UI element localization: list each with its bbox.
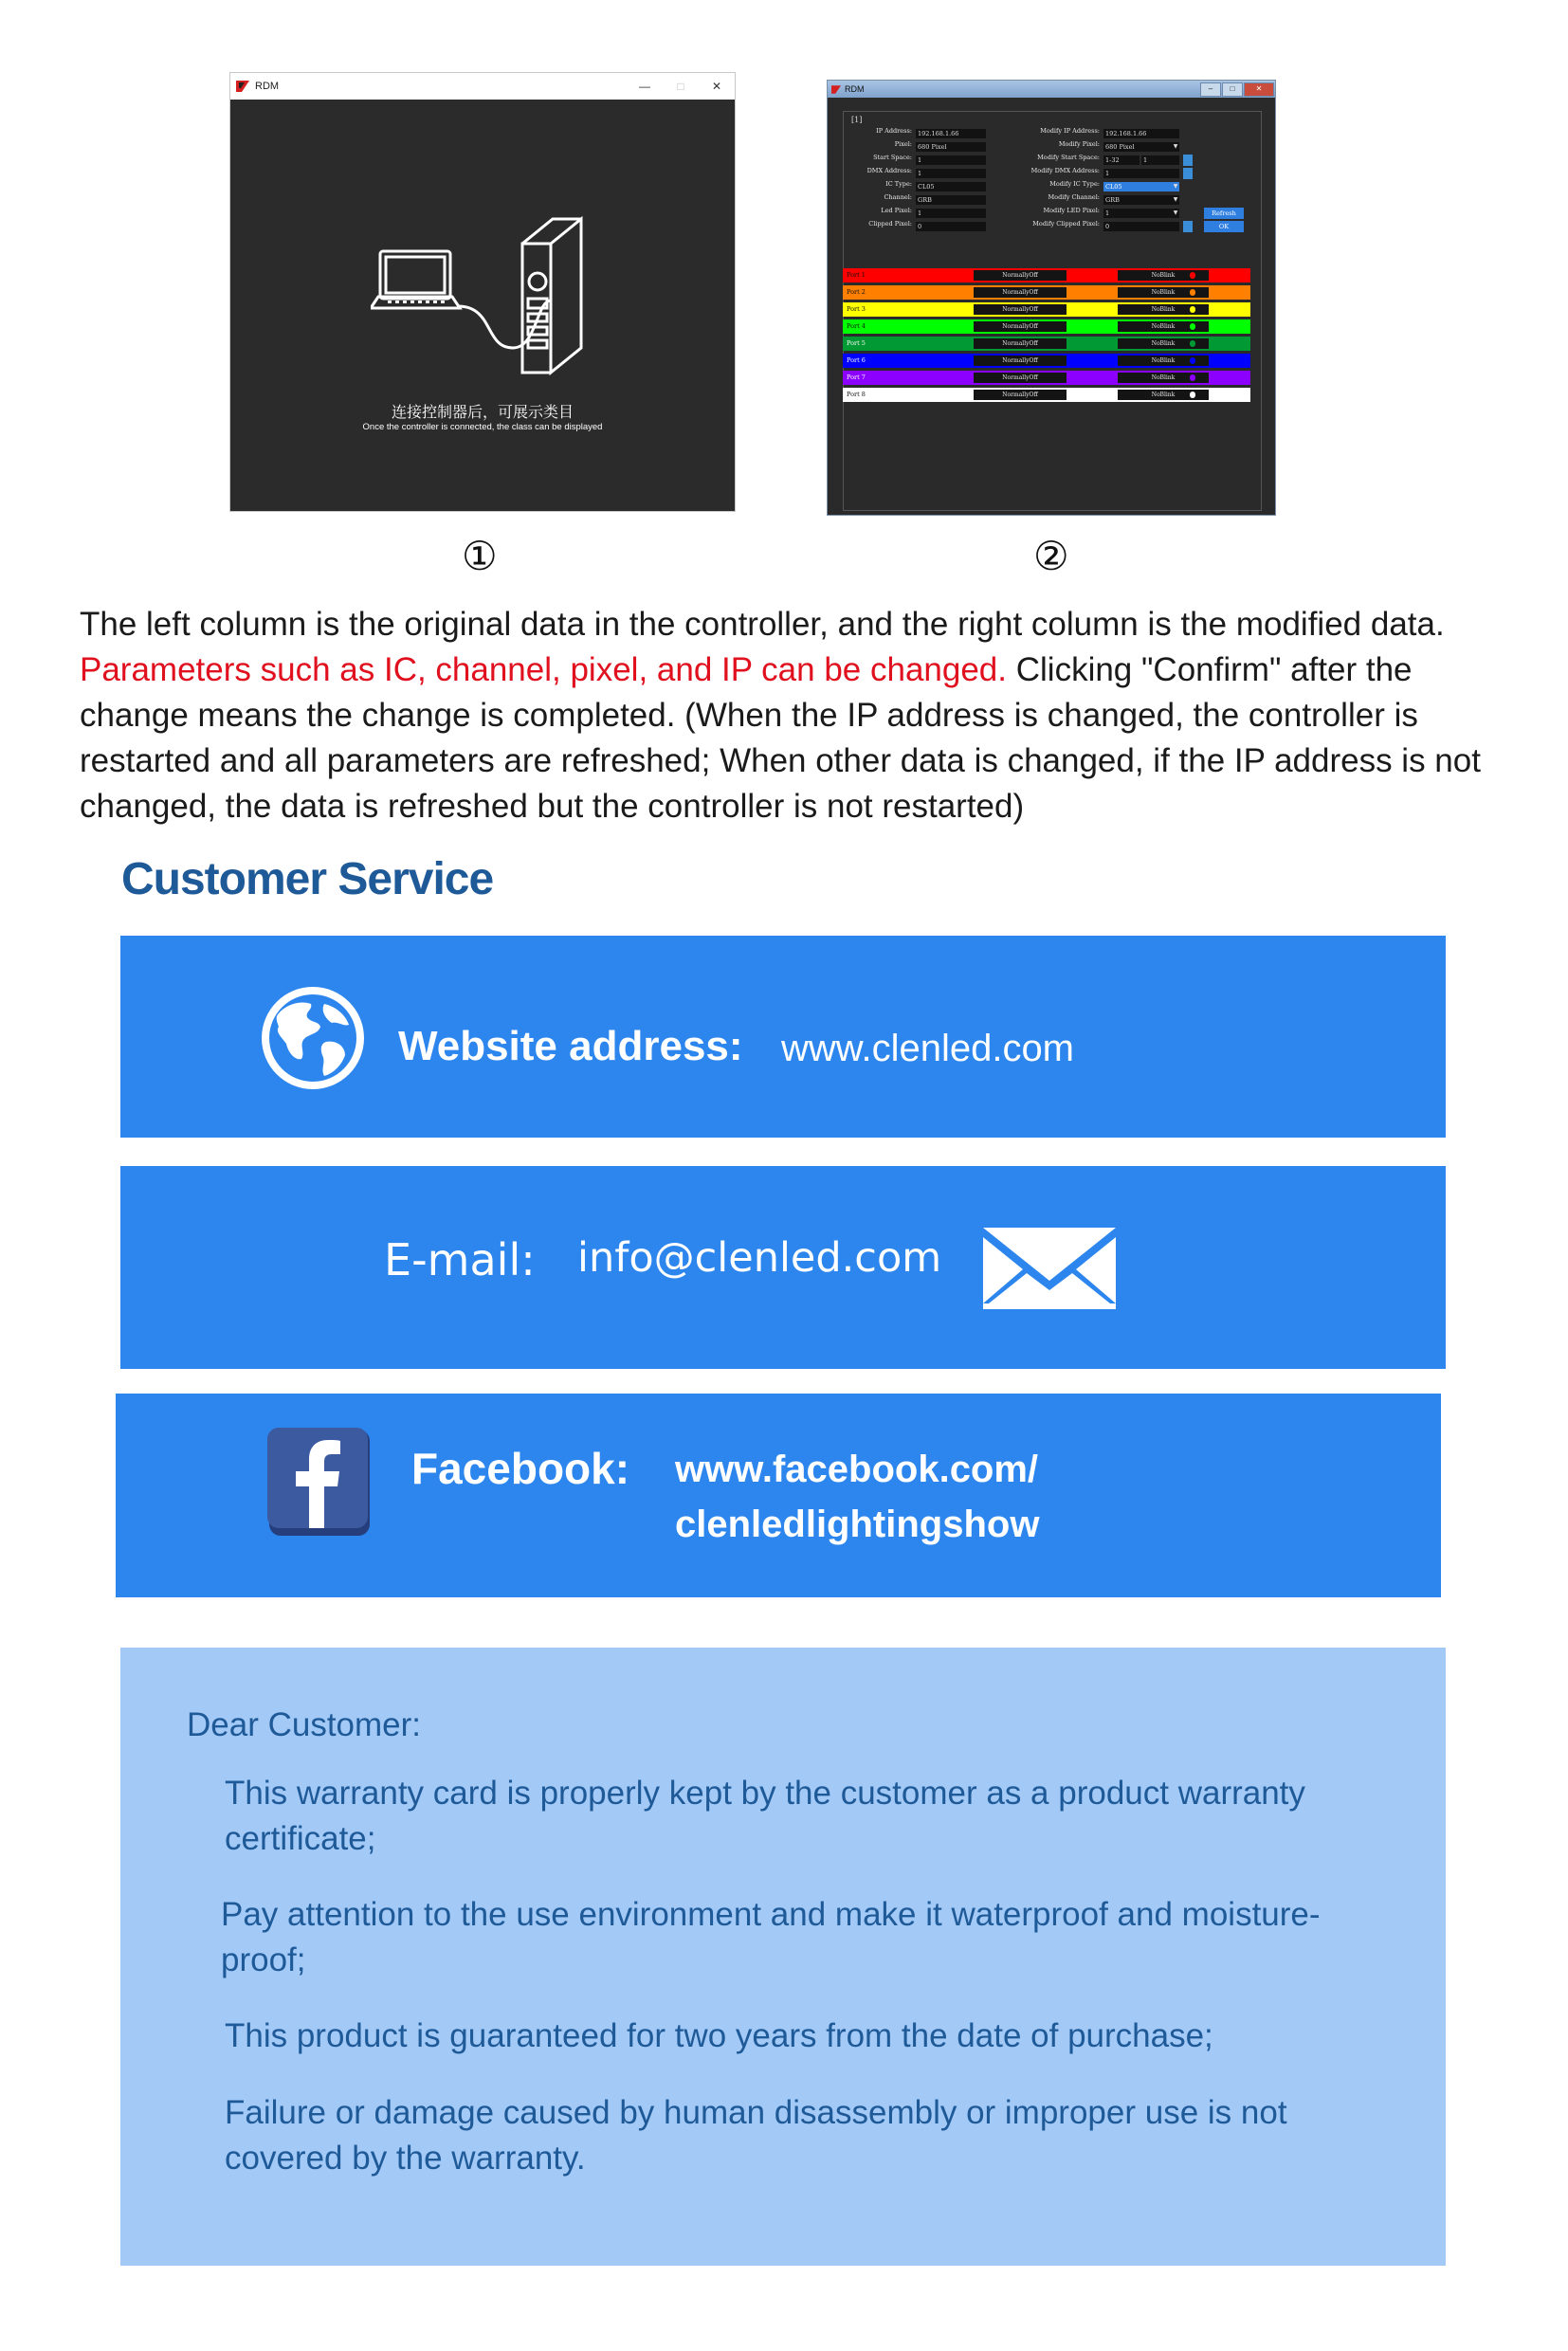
chevron-down-icon[interactable]: ▼ [1173,196,1178,203]
modify-dmx-label: Modify DMX Address: [1030,167,1100,174]
port-row [843,268,1250,282]
port-blink-select[interactable]: NoBlink [1118,338,1209,349]
modify-dmx-input[interactable]: 1 [1103,169,1179,178]
port-name: Port 5 [847,339,866,347]
facebook-band [116,1394,1441,1597]
maximize-button[interactable]: □ [1222,82,1243,97]
port-mode-select[interactable]: NormallyOff [974,287,1067,298]
field-row-dmx [844,167,1261,180]
field-row-clipped [844,220,1261,233]
maximize-button[interactable]: □ [677,80,684,93]
start-space-value: 1 [916,155,986,165]
email-link[interactable]: info@clenled.com [577,1234,942,1282]
field-row-ic [844,180,1261,193]
warranty-item: Failure or damage caused by human disassembly or improper use is not covered by the warranty. [225,2094,1287,2177]
led-indicator-icon [1190,340,1195,347]
port-row [843,371,1250,385]
warranty-box [120,1648,1446,2266]
modify-clipped-label: Modify Clipped Pixel: [1032,220,1100,228]
pixel-label: Pixel: [894,140,912,148]
envelope-icon [983,1228,1116,1309]
ic-label: IC Type: [885,180,912,188]
facebook-label: Facebook: [411,1444,630,1493]
dmx-value: 1 [916,169,986,178]
modify-pixel-select[interactable]: 680 Pixel [1103,142,1179,152]
clipped-label: Clipped Pixel: [868,220,912,228]
channel-label: Channel: [884,193,912,201]
port-mode-select[interactable]: NormallyOff [974,321,1067,332]
description-paragraph [80,602,1521,829]
device-index: [1] [851,116,863,124]
modify-ip-input[interactable]: 192.168.1.66 [1103,129,1179,138]
rdm-window-disconnected [229,72,736,512]
chevron-down-icon[interactable]: ▼ [1173,210,1178,216]
port-row [843,388,1250,402]
customer-service-title: Customer Service [121,854,494,904]
port-name: Port 3 [847,305,866,313]
led-indicator-icon [1190,374,1195,381]
port-mode-select[interactable]: NormallyOff [974,390,1067,400]
connect-hint-en: Once the controller is connected, the class can be displayed [362,422,603,432]
modify-clipped-input[interactable]: 0 [1103,222,1179,231]
minimize-button[interactable]: — [639,80,650,93]
field-row-led-pixel [844,207,1261,220]
window-title: RDM [255,81,280,92]
facebook-icon[interactable] [267,1428,372,1538]
port-mode-select[interactable]: NormallyOff [974,373,1067,383]
start-space-label: Start Space: [873,154,912,161]
ic-value: CL05 [916,182,986,191]
port-blink-select[interactable]: NoBlink [1118,270,1209,281]
warranty-item: Pay attention to the use environment and make it waterproof and moisture-proof; [221,1896,1321,1978]
modify-start-space-range[interactable]: 1-32 [1103,155,1140,165]
port-row [843,354,1250,368]
port-row [843,319,1250,334]
modify-pixel-label: Modify Pixel: [1058,140,1100,148]
port-name: Port 1 [847,271,866,279]
port-mode-select[interactable]: NormallyOff [974,270,1067,281]
ip-label: IP Address: [876,127,912,135]
port-mode-select[interactable]: NormallyOff [974,304,1067,315]
channel-value: GRB [916,195,986,205]
warranty-item: This product is guaranteed for two years from the date of purchase; [225,2017,1213,2054]
close-button[interactable]: ✕ [711,80,722,93]
dmx-label: DMX Address: [866,167,912,174]
led-indicator-icon [1190,357,1195,364]
port-blink-select[interactable]: NoBlink [1118,390,1209,400]
port-row [843,285,1250,300]
port-name: Port 8 [847,391,866,398]
close-button[interactable]: ✕ [1244,82,1274,97]
led-pixel-label: Led Pixel: [881,207,912,214]
description-highlight: Parameters such as IC, channel, pixel, and IP can be changed. [80,651,1008,688]
facebook-link-line-1[interactable]: www.facebook.com/ [675,1449,1039,1490]
title-bar [828,81,1275,98]
app-logo-icon [831,85,841,94]
minimize-button[interactable]: – [1200,82,1221,97]
refresh-button[interactable]: Refresh [1204,208,1244,219]
port-row [843,337,1250,351]
modify-led-pixel-label: Modify LED Pixel: [1043,207,1100,214]
laptop-controller-illustration-icon [371,206,598,395]
port-name: Port 6 [847,356,866,364]
modify-channel-select[interactable]: GRB [1103,195,1179,205]
port-blink-select[interactable]: NoBlink [1118,287,1209,298]
spinner-icon[interactable] [1183,168,1193,179]
field-row-channel [844,193,1261,207]
port-name: Port 2 [847,288,866,296]
figure-marker-1: ① [462,533,498,579]
spinner-icon[interactable] [1183,155,1193,166]
field-row-pixel [844,140,1261,154]
modify-led-pixel-select[interactable]: 1 [1103,209,1179,218]
chevron-down-icon[interactable]: ▼ [1173,183,1178,190]
port-blink-select[interactable]: NoBlink [1118,373,1209,383]
led-indicator-icon [1190,289,1195,296]
clipped-value: 0 [916,222,986,231]
port-name: Port 4 [847,322,866,330]
led-indicator-icon [1190,272,1195,279]
app-logo-icon [236,81,249,92]
pixel-value: 680 Pixel [916,142,986,152]
modify-ip-label: Modify IP Address: [1040,127,1100,135]
facebook-link-line-2[interactable]: clenledlightingshow [675,1504,1040,1545]
website-band [120,936,1446,1138]
chevron-down-icon[interactable]: ▼ [1173,143,1178,150]
email-label: E-mail: [384,1234,536,1285]
modify-ic-label: Modify IC Type: [1049,180,1100,188]
connect-hint-cn: 连接控制器后，可展示类目 [391,403,574,421]
ip-value: 192.168.1.66 [916,129,986,138]
led-indicator-icon [1190,306,1195,313]
warranty-item: This warranty card is properly kept by the customer as a product warranty certificate; [225,1775,1305,1857]
modify-start-space-label: Modify Start Space: [1037,154,1100,161]
description-part-2: Clicking "Confirm" after the change means the change is completed. (When the IP address is changed, the controller is restarted and all parameters are refreshed; When other data is changed, if the IP address is not changed, the data is refreshed but the controller is not restarted) [80,651,1481,825]
port-name: Port 7 [847,374,866,381]
port-blink-select[interactable]: NoBlink [1118,355,1209,366]
port-blink-select[interactable]: NoBlink [1118,321,1209,332]
figure-marker-2: ② [1033,533,1069,579]
email-band [120,1166,1446,1369]
modify-start-space-input[interactable]: 1 [1141,155,1179,165]
website-link[interactable]: www.clenled.com [781,1028,1075,1069]
port-mode-select[interactable]: NormallyOff [974,355,1067,366]
port-row [843,302,1250,317]
rdm-window-connected [827,80,1276,516]
port-mode-select[interactable]: NormallyOff [974,338,1067,349]
ok-button[interactable]: OK [1204,221,1244,232]
website-label: Website address: [398,1023,743,1069]
window-title: RDM [845,84,865,94]
port-blink-select[interactable]: NoBlink [1118,304,1209,315]
spinner-icon[interactable] [1183,221,1193,232]
led-pixel-value: 1 [916,209,986,218]
globe-icon [258,983,368,1093]
modify-ic-select[interactable]: CL05 [1103,182,1179,191]
warranty-greeting: Dear Customer: [187,1706,422,1743]
field-row-ip [844,127,1261,140]
description-part-1: The left column is the original data in the controller, and the right column is the modified data. [80,606,1445,643]
led-indicator-icon [1190,392,1195,398]
modify-channel-label: Modify Channel: [1048,193,1100,201]
field-row-start-space [844,154,1261,167]
led-indicator-icon [1190,323,1195,330]
title-bar [230,73,735,100]
